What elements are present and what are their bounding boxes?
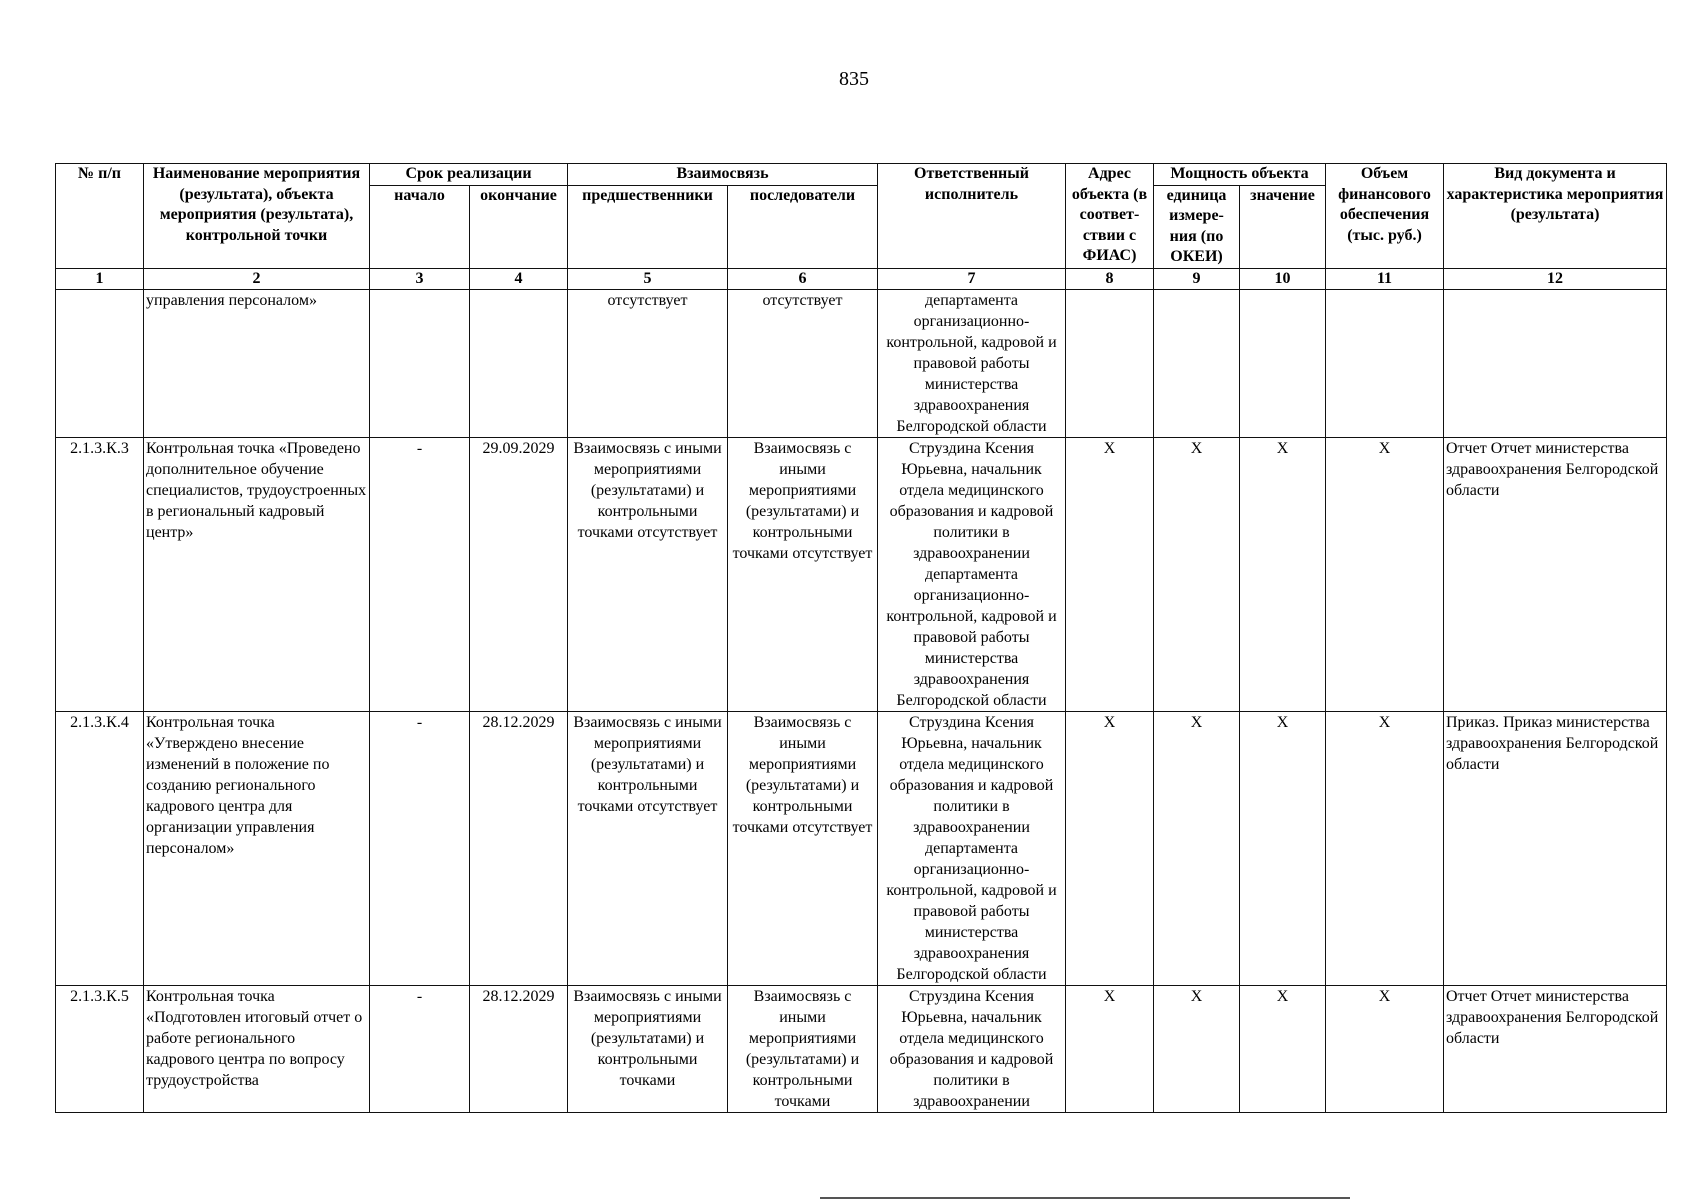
row-successors: Взаимосвязь с иными мероприятиями (результатами) и контрольными точками отсутствует bbox=[728, 712, 878, 986]
row-name: Контрольная точка «Проведено дополнительное обучение специалистов, трудоустроенных в региональный кадровый центр» bbox=[144, 438, 370, 712]
col-header-successors: последователи bbox=[728, 185, 878, 268]
row-end bbox=[470, 290, 568, 438]
row-document: Приказ. Приказ министерства здравоохранения Белгородской области bbox=[1444, 712, 1667, 986]
column-number: 6 bbox=[728, 268, 878, 290]
row-responsible: Струздина Ксения Юрьевна, начальник отдела медицинского образования и кадровой политики в здравоохранении департамента организационно-контрольной, кадровой и правовой работы министерства здравоохранения Белгородской области bbox=[878, 438, 1066, 712]
row-funding bbox=[1326, 290, 1444, 438]
col-header-number: № п/п bbox=[56, 164, 144, 269]
row-unit bbox=[1154, 290, 1240, 438]
row-successors: отсутствует bbox=[728, 290, 878, 438]
row-document: Отчет Отчет министерства здравоохранения Белгородской области bbox=[1444, 986, 1667, 1113]
row-value: X bbox=[1240, 438, 1326, 712]
col-header-name: Наименование мероприятия (результата), объекта мероприятия (результата), контрольной точки bbox=[144, 164, 370, 269]
row-end: 29.09.2029 bbox=[470, 438, 568, 712]
col-header-unit: единица измере-ния (по ОКЕИ) bbox=[1154, 185, 1240, 268]
column-number: 3 bbox=[370, 268, 470, 290]
col-header-document: Вид документа и характеристика мероприятия (результата) bbox=[1444, 164, 1667, 269]
col-header-funding: Объем финансового обеспечения (тыс. руб.) bbox=[1326, 164, 1444, 269]
column-numbers-row bbox=[56, 268, 1667, 290]
row-start: - bbox=[370, 712, 470, 986]
row-address: X bbox=[1066, 986, 1154, 1113]
row-responsible: Струздина Ксения Юрьевна, начальник отдела медицинского образования и кадровой политики в здравоохранении bbox=[878, 986, 1066, 1113]
group-header-period: Срок реализации bbox=[370, 164, 568, 186]
row-name: Контрольная точка «Подготовлен итоговый отчет о работе регионального кадрового центра по вопросу трудоустройства bbox=[144, 986, 370, 1113]
header-row-1 bbox=[56, 164, 1667, 186]
col-header-responsible: Ответственный исполнитель bbox=[878, 164, 1066, 269]
row-successors: Взаимосвязь с иными мероприятиями (результатами) и контрольными точками bbox=[728, 986, 878, 1113]
footer-divider bbox=[820, 1197, 1350, 1199]
table-row bbox=[56, 712, 1667, 986]
col-header-predecessors: предшественники bbox=[568, 185, 728, 268]
row-address bbox=[1066, 290, 1154, 438]
row-unit: X bbox=[1154, 712, 1240, 986]
col-header-address: Адрес объекта (в соответ-ствии с ФИАС) bbox=[1066, 164, 1154, 269]
row-value bbox=[1240, 290, 1326, 438]
row-predecessors: Взаимосвязь с иными мероприятиями (результатами) и контрольными точками отсутствует bbox=[568, 712, 728, 986]
row-number: 2.1.3.К.3 bbox=[56, 438, 144, 712]
row-unit: X bbox=[1154, 438, 1240, 712]
row-name: Контрольная точка «Утверждено внесение изменений в положение по созданию регионального кадрового центра для организации управления персоналом» bbox=[144, 712, 370, 986]
table-row bbox=[56, 438, 1667, 712]
column-number: 1 bbox=[56, 268, 144, 290]
row-funding: X bbox=[1326, 986, 1444, 1113]
page-number: 835 bbox=[839, 68, 869, 90]
column-number: 10 bbox=[1240, 268, 1326, 290]
table-row bbox=[56, 986, 1667, 1113]
row-predecessors: Взаимосвязь с иными мероприятиями (результатами) и контрольными точками отсутствует bbox=[568, 438, 728, 712]
column-number: 8 bbox=[1066, 268, 1154, 290]
events-table bbox=[55, 163, 1667, 1113]
row-start: - bbox=[370, 438, 470, 712]
row-number: 2.1.3.К.4 bbox=[56, 712, 144, 986]
row-address: X bbox=[1066, 438, 1154, 712]
row-funding: X bbox=[1326, 712, 1444, 986]
row-address: X bbox=[1066, 712, 1154, 986]
row-responsible: Струздина Ксения Юрьевна, начальник отдела медицинского образования и кадровой политики в здравоохранении департамента организационно-контрольной, кадровой и правовой работы министерства здравоохранения Белгородской области bbox=[878, 712, 1066, 986]
row-end: 28.12.2029 bbox=[470, 986, 568, 1113]
table-row bbox=[56, 290, 1667, 438]
row-value: X bbox=[1240, 986, 1326, 1113]
column-number: 9 bbox=[1154, 268, 1240, 290]
column-number: 7 bbox=[878, 268, 1066, 290]
row-unit: X bbox=[1154, 986, 1240, 1113]
row-end: 28.12.2029 bbox=[470, 712, 568, 986]
column-number: 5 bbox=[568, 268, 728, 290]
row-start bbox=[370, 290, 470, 438]
row-responsible: департамента организационно-контрольной, кадровой и правовой работы министерства здравоохранения Белгородской области bbox=[878, 290, 1066, 438]
row-number bbox=[56, 290, 144, 438]
column-number: 11 bbox=[1326, 268, 1444, 290]
group-header-capacity: Мощность объекта bbox=[1154, 164, 1326, 186]
col-header-start: начало bbox=[370, 185, 470, 268]
row-start: - bbox=[370, 986, 470, 1113]
col-header-end: окончание bbox=[470, 185, 568, 268]
col-header-value: значение bbox=[1240, 185, 1326, 268]
column-number: 12 bbox=[1444, 268, 1667, 290]
row-funding: X bbox=[1326, 438, 1444, 712]
row-number: 2.1.3.К.5 bbox=[56, 986, 144, 1113]
row-value: X bbox=[1240, 712, 1326, 986]
row-document bbox=[1444, 290, 1667, 438]
row-name: управления персоналом» bbox=[144, 290, 370, 438]
row-predecessors: Взаимосвязь с иными мероприятиями (результатами) и контрольными точками bbox=[568, 986, 728, 1113]
column-number: 4 bbox=[470, 268, 568, 290]
row-successors: Взаимосвязь с иными мероприятиями (результатами) и контрольными точками отсутствует bbox=[728, 438, 878, 712]
row-predecessors: отсутствует bbox=[568, 290, 728, 438]
row-document: Отчет Отчет министерства здравоохранения Белгородской области bbox=[1444, 438, 1667, 712]
group-header-link: Взаимосвязь bbox=[568, 164, 878, 186]
column-number: 2 bbox=[144, 268, 370, 290]
